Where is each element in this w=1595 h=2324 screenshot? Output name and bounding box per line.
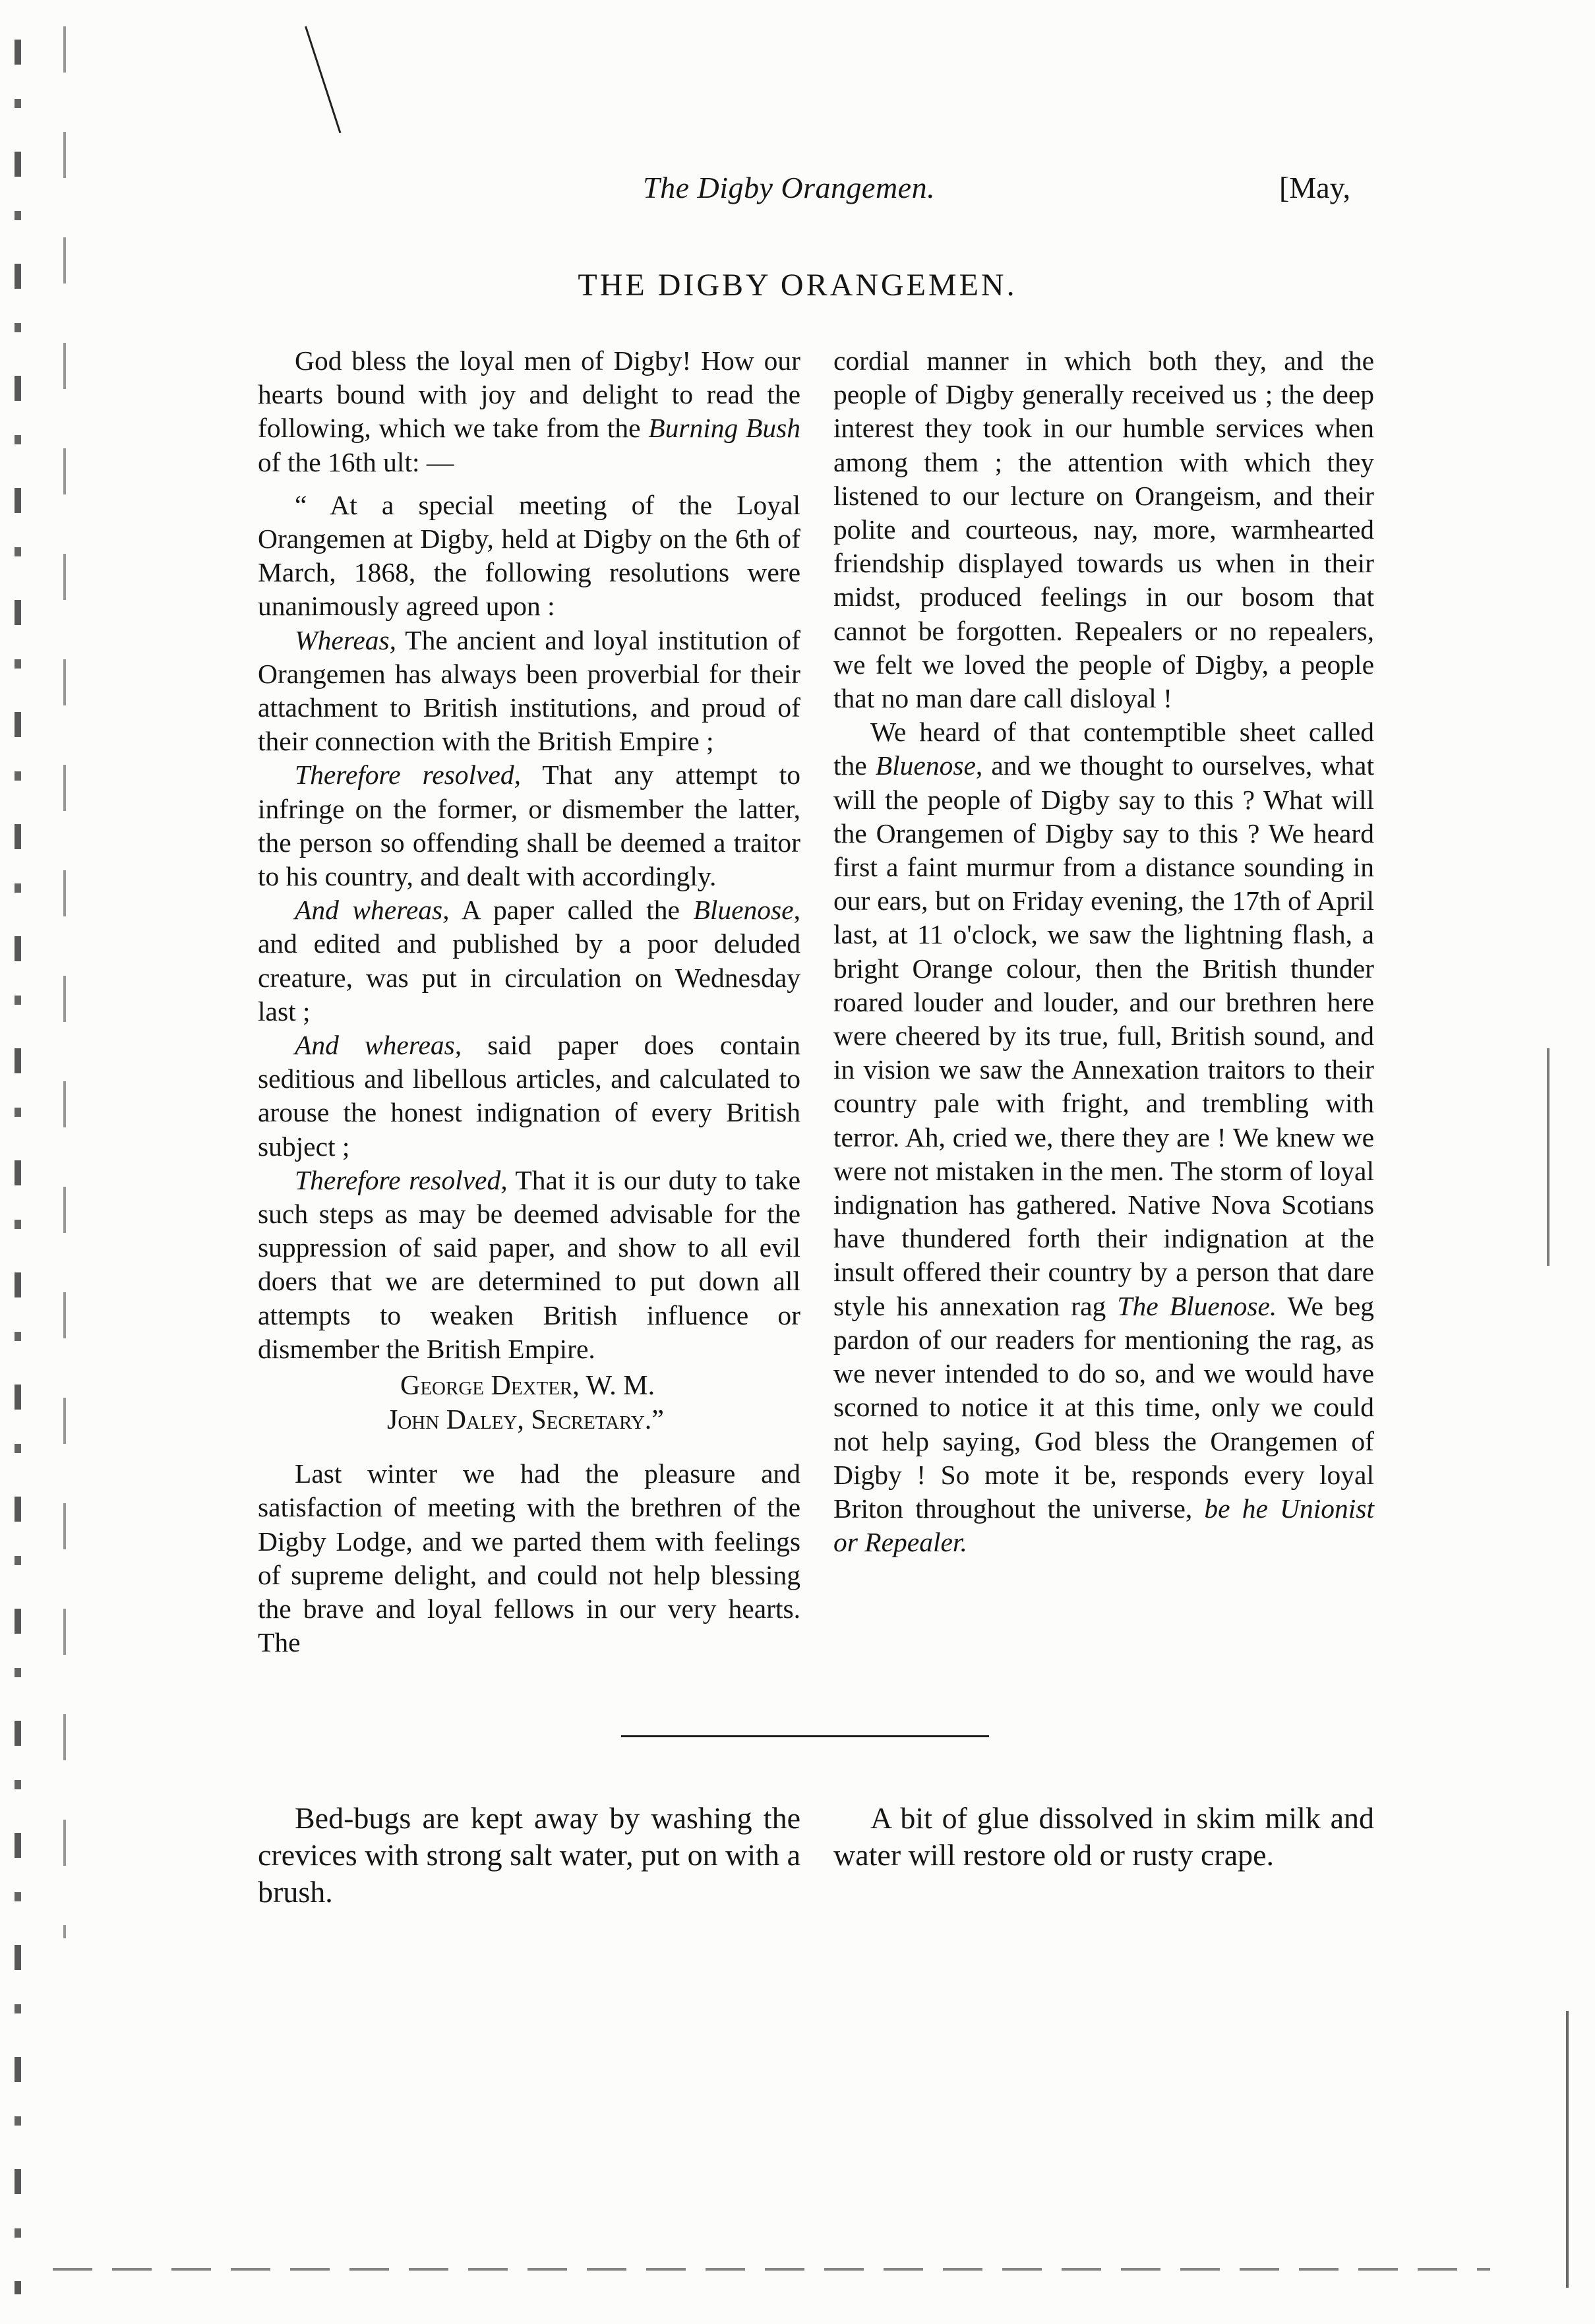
whereas-3: And whereas, said paper does contain seditious and libellous articles, and calculated to arouse the honest indignation of every British subject ; <box>258 1030 800 1162</box>
resolved-2: Therefore resolved, That it is our duty to take such steps as may be deemed advisable for the suppression of said paper, and show to all evil doers that we are determined to put down all attempts to weaken British influence or dismember the British Empire. <box>258 1164 801 1364</box>
scan-edge-bottom <box>53 2268 1490 2271</box>
scan-edge-mark-right <box>1547 1048 1550 1266</box>
scan-edge-left <box>15 40 21 2294</box>
signature-master: George Dexter, W. M. <box>400 1371 655 1402</box>
signature-secretary: John Daley, Secretary.” <box>387 1405 664 1436</box>
article-column-left <box>258 344 800 1659</box>
note-bedbugs: Bed-bugs are kept away by washing the crevices with strong salt water, put on with a brush. <box>258 1801 800 1909</box>
scan-edge-right <box>1566 2011 1569 2288</box>
article-column-right <box>833 344 1374 1559</box>
note-glue: A bit of glue dissolved in skim milk and water will restore old or rusty crape. <box>833 1801 1374 1872</box>
resolved-1: Therefore resolved, That any attempt to infringe on the former, or dismember the latter, the person so offending shall be deemed a traitor to his country, and dealt with accordingly. <box>258 760 801 892</box>
running-title: The Digby Orangemen. <box>643 171 936 204</box>
scan-edge-mark <box>63 26 66 1938</box>
section-divider <box>621 1735 989 1737</box>
scan-scratch <box>305 26 341 134</box>
whereas-1: Whereas, The ancient and loyal institution of Orangemen has always been proverbial for their attachment to British institutions, and proud of their connection with the British Empire ; <box>258 624 800 757</box>
household-note-left <box>258 1800 800 1911</box>
resolution-opening: “ At a special meeting of the Loyal Orangemen at Digby, held at Digby on the 6th of March, 1868, the following resolutions were unanimously agreed upon : <box>258 489 800 622</box>
resolution-block <box>258 489 800 1437</box>
article-title: THE DIGBY ORANGEMEN. <box>578 268 1017 303</box>
running-month: [May, <box>1279 171 1351 204</box>
paragraph-last-winter: Last winter we had the pleasure and satisfaction of meeting with the brethren of the Digby Lodge, and we parted them with feelings of supreme delight, and could not help blessing the brave and loyal fellows in our very hearts. The <box>258 1458 800 1658</box>
paragraph-we-heard: We heard of that contemptible sheet called the Bluenose, and we thought to ourselves, what will the people of Digby say to this ? What will the Orangemen of Digby say to this ? We heard first a faint murmur from a distance sounding in our ears, but on Friday evening, the 17th of April last, at 11 o'clock, we saw the lightning flash, a bright Orange colour, then the British thunder roared louder and louder, and our brethren here were cheered by its true, full, British sound, and in vision we saw the Annexation traitors to their country pale with fright, and trembling with terror. Ah, cried we, there they are ! We knew we were not mistaken in the men. The storm of loyal indignation has gathered. Native Nova Scotians have thundered forth their indignation at the insult offered their country by a person that dare style his annexation rag The Bluenose. We beg pardon of our readers for mentioning the rag, as we never intended to do so, and we would have scorned to notice it at this time, only we could not help saying, God bless the Orangemen of Digby ! So mote it be, responds every loyal Briton throughout the universe, be he Unionist or Repealer. <box>833 717 1375 1558</box>
intro-paragraph: God bless the loyal men of Digby! How our hearts bound with joy and delight to read the following, which we take from the Burning Bush of the 16th ult: — <box>258 345 800 477</box>
paragraph-continued: cordial manner in which both they, and the people of Digby generally received us ; the deep interest they took in our humble services when among them ; the attention with which they listened to our lecture on Orangeism, and their polite and courteous, nay, more, warmhearted friendship displayed towards us when in their midst, produced feelings in our bosom that cannot be forgotten. Repealers or no repealers, we felt we loved the people of Digby, a people that no man dare call disloyal ! <box>833 345 1374 714</box>
household-note-right <box>833 1800 1374 1874</box>
signature-block <box>258 1369 800 1437</box>
whereas-2: And whereas, A paper called the Bluenose, and edited and published by a poor deluded creature, was put in circulation on Wednesday last ; <box>258 895 800 1027</box>
